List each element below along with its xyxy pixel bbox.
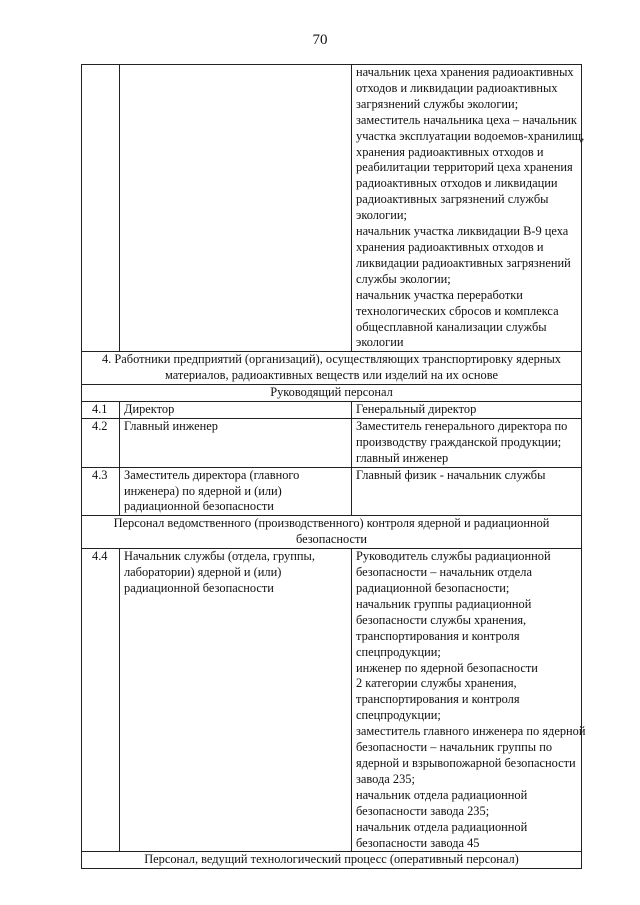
cell-text-line: инженера) по ядерной и (или)	[124, 483, 282, 498]
cell-text-line: Директор	[124, 402, 175, 417]
cell-text-line: хранения радиоактивных отходов и	[356, 144, 544, 159]
cell-text-line: хранения радиоактивных отходов и	[356, 239, 544, 254]
group-control-row	[82, 516, 582, 549]
equivalents-cell	[352, 402, 582, 419]
cell-text-line: спецпродукции;	[356, 644, 441, 659]
cell-text-line: ликвидации радиоактивных загрязнений	[356, 255, 571, 270]
cell-text-line: Главный инженер	[124, 418, 218, 433]
cell-text-line: главный инженер	[356, 450, 449, 465]
group-operational-row	[82, 852, 582, 869]
cell-text-line: начальник участка переработки	[356, 287, 523, 302]
cell-text-line: Руководитель службы радиационной	[356, 549, 551, 564]
cell-text-line: Заместитель директора (главного	[124, 467, 300, 482]
cell-text-line: 2 категории службы хранения,	[356, 676, 517, 691]
row-number: 4.1	[82, 402, 120, 419]
position-cell	[120, 549, 352, 852]
group-control-heading	[82, 516, 582, 549]
row-number: 4.3	[82, 467, 120, 516]
table-row	[82, 467, 582, 516]
cell-text-line: Генеральный директор	[356, 402, 477, 417]
cell-text-line: безопасности завода 45	[356, 835, 480, 850]
group-operational-heading: Персонал, ведущий технологический процесс (оперативный персонал)	[82, 852, 582, 869]
cell-text-line: начальник отдела радиационной	[356, 787, 528, 802]
cell-text-line: радиационной безопасности	[124, 581, 274, 595]
cell-text-line: начальник цеха хранения радиоактивных	[356, 65, 574, 79]
section-4-heading-row	[82, 352, 582, 385]
row-number: 4.4	[82, 549, 120, 852]
cell-text-line: радиационной безопасности;	[356, 581, 510, 595]
cell-text-line: Главный физик - начальник службы	[356, 467, 546, 482]
continuation-num-cell	[82, 65, 120, 352]
cell-text-line: заместитель начальника цеха – начальник	[356, 112, 577, 127]
cell-text-line: Персонал ведомственного (производственного) контроля ядерной и радиационной	[113, 516, 550, 531]
cell-text-line: загрязнений службы экологии;	[356, 96, 519, 111]
position-cell	[120, 467, 352, 516]
cell-text-line: начальник участка ликвидации В-9 цеха	[356, 224, 569, 239]
position-cell	[120, 402, 352, 419]
cell-text-line: общесплавной канализации службы	[356, 319, 547, 334]
cell-text-line: начальник отдела радиационной	[356, 819, 528, 834]
cell-text-line: экологии;	[356, 208, 407, 223]
cell-text-line: производству гражданской продукции;	[356, 434, 562, 449]
table-row	[82, 418, 582, 467]
cell-text-line: 4. Работники предприятий (организаций), осуществляющих транспортировку ядерных	[101, 352, 562, 367]
group-management-row	[82, 385, 582, 402]
cell-text-line: лаборатории) ядерной и (или)	[124, 565, 282, 580]
cell-text-line: спецпродукции;	[356, 708, 441, 723]
position-cell	[120, 418, 352, 467]
cell-text-line: радиоактивных отходов и ликвидации	[356, 176, 558, 191]
cell-text-line: безопасности завода 235;	[356, 803, 490, 818]
cell-text-line: материалов, радиоактивных веществ или изделий на их основе	[165, 368, 498, 383]
cell-text-line: ядерной и взрывопожарной безопасности	[356, 755, 576, 770]
continuation-equivalents-cell	[352, 65, 585, 352]
cell-text-line: безопасности службы хранения,	[356, 612, 527, 627]
group-management-heading: Руководящий персонал	[82, 385, 582, 402]
equivalents-cell	[352, 549, 586, 852]
cell-text-line: службы экологии;	[356, 271, 451, 286]
cell-text-line: экологии	[356, 335, 404, 350]
cell-text-line: Начальник службы (отдела, группы,	[124, 549, 315, 564]
equivalents-cell	[352, 467, 582, 516]
cell-text-line: безопасности – начальник группы по	[356, 740, 553, 755]
cell-text-line: Заместитель генерального директора по	[356, 418, 568, 433]
cell-text-line: начальник группы радиационной	[356, 596, 532, 611]
cell-text-line: заместитель главного инженера по ядерной	[356, 724, 586, 739]
cell-text-line: безопасности	[295, 532, 368, 547]
cell-text-line: радиоактивных загрязнений службы	[356, 192, 549, 207]
continuation-position-cell	[120, 65, 352, 352]
personnel-table	[81, 64, 586, 869]
page-number: 70	[312, 32, 328, 48]
section-4-heading	[82, 352, 582, 385]
cell-text-line: реабилитации территорий цеха хранения	[356, 160, 573, 175]
row-number: 4.2	[82, 418, 120, 467]
cell-text-line: радиационной безопасности	[124, 499, 274, 514]
cell-text-line: транспортирования и контроля	[356, 628, 520, 643]
equivalents-cell	[352, 418, 582, 467]
table-row	[82, 402, 582, 419]
cell-text-line: транспортирования и контроля	[356, 692, 520, 707]
cell-text-line: участка эксплуатации водоемов-хранилищ,	[356, 128, 585, 143]
cell-text-line: отходов и ликвидации радиоактивных	[356, 80, 558, 95]
cell-text-line: безопасности – начальник отдела	[356, 565, 532, 580]
cell-text-line: инженер по ядерной безопасности	[356, 660, 538, 675]
cell-text-line: технологических сбросов и комплекса	[356, 303, 559, 318]
continuation-row	[82, 65, 582, 352]
cell-text-line: завода 235;	[356, 771, 415, 786]
table-row	[82, 549, 582, 852]
